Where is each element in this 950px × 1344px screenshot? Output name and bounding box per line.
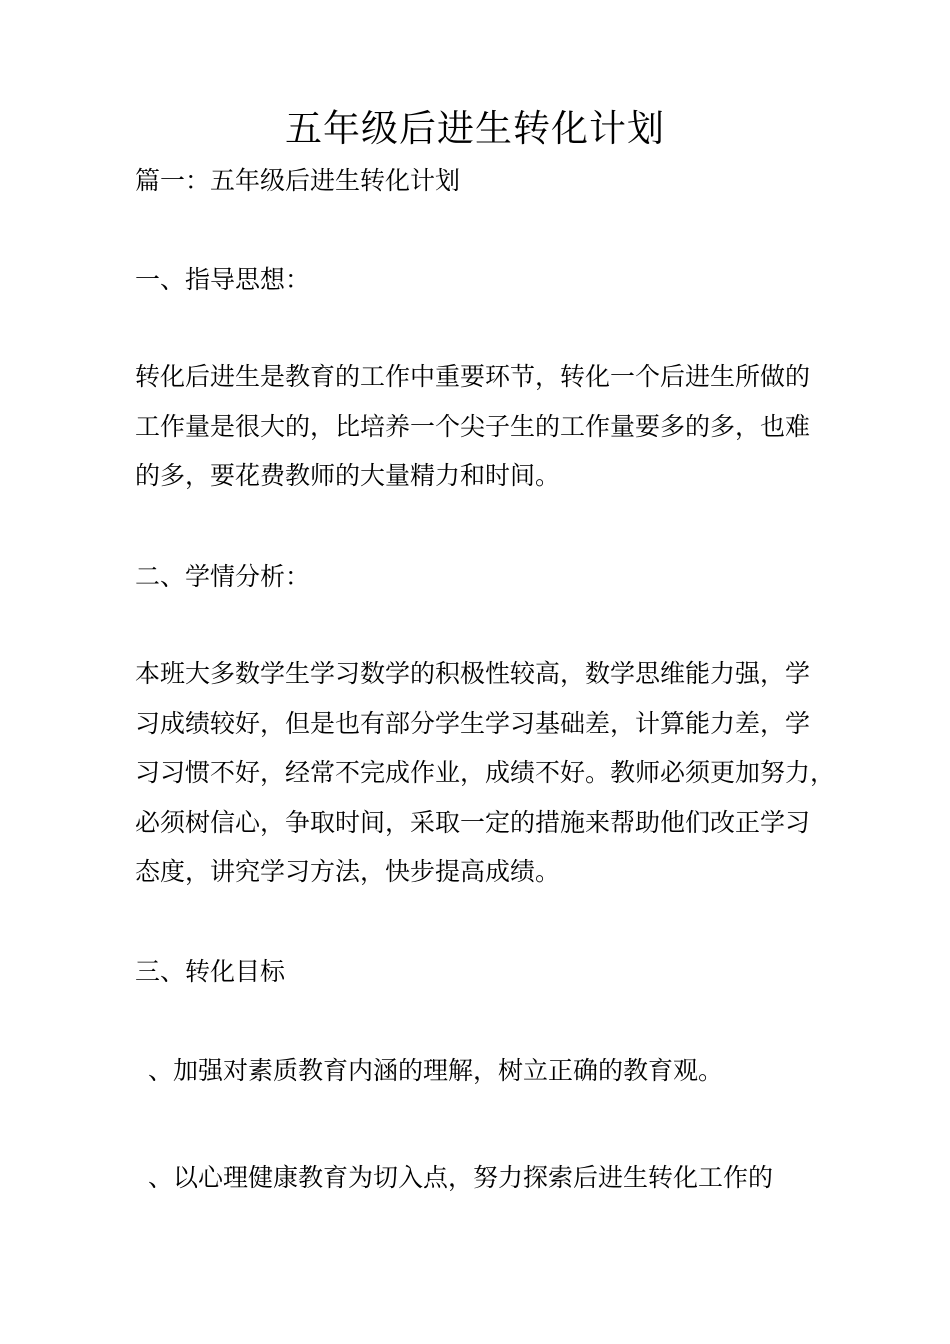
- section-heading-learning-analysis: 二、学情分析：: [135, 562, 311, 591]
- section-heading-conversion-goals: 三、转化目标: [135, 957, 286, 986]
- paragraph-line: 工作量是很大的，比培养一个尖子生的工作量要多的多，也难: [135, 411, 811, 441]
- paragraph-line: 的多，要花费教师的大量精力和时间。: [135, 461, 561, 490]
- paragraph-line: 本班大多数学生学习数学的积极性较高，数学思维能力强，学: [135, 659, 811, 688]
- list-item: 、以心理健康教育为切入点，努力探索后进生转化工作的: [148, 1163, 774, 1192]
- document-subtitle: 篇一：五年级后进生转化计划: [135, 166, 461, 195]
- document-title: 五年级后进生转化计划: [285, 107, 665, 150]
- paragraph-line: 态度，讲究学习方法，快步提高成绩。: [135, 857, 561, 886]
- section-heading-guiding-ideology: 一、指导思想：: [135, 265, 311, 294]
- paragraph-line: 转化后进生是教育的工作中重要环节，转化一个后进生所做的: [135, 362, 811, 391]
- paragraph-line: 必须树信心，争取时间，采取一定的措施来帮助他们改正学习: [135, 807, 811, 837]
- list-item: 、加强对素质教育内涵的理解，树立正确的教育观。: [148, 1056, 724, 1085]
- section-paragraph-learning-analysis: [135, 649, 835, 897]
- paragraph-line: 习习惯不好，经常不完成作业，成绩不好。教师必须更加努力，: [135, 758, 836, 787]
- section-paragraph-guiding-ideology: [135, 352, 835, 501]
- paragraph-line: 习成绩较好，但是也有部分学生学习基础差，计算能力差，学: [135, 708, 811, 738]
